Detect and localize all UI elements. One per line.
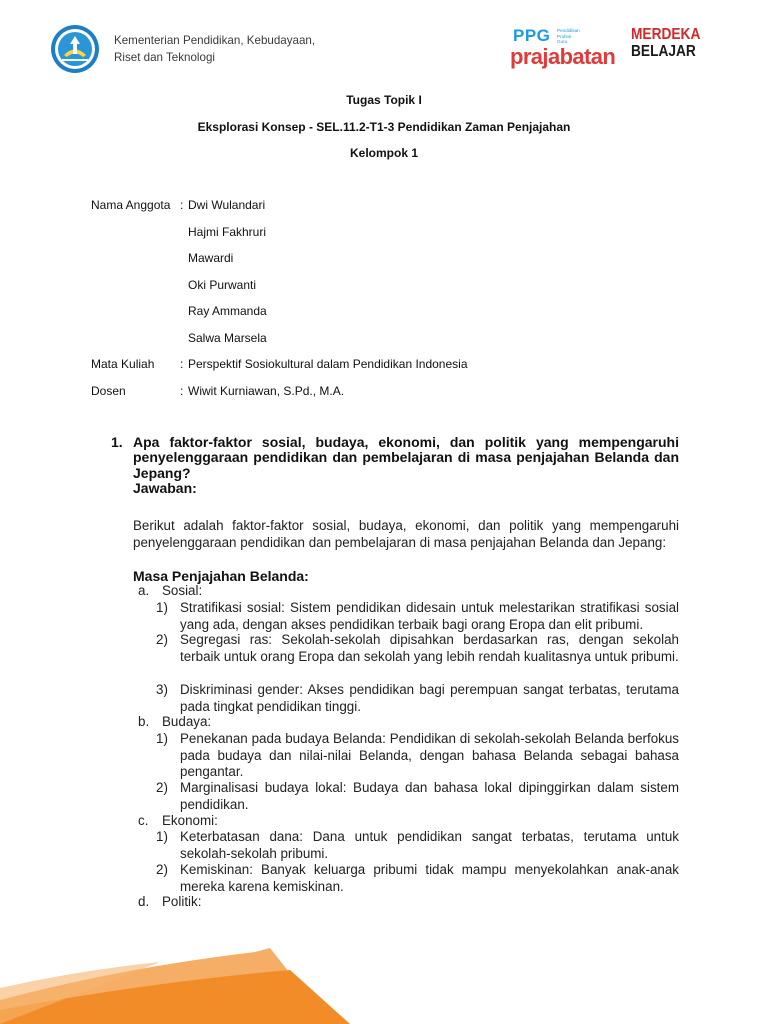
list-item	[138, 714, 679, 731]
member-name: Salwa Marsela	[188, 331, 267, 345]
list-label: Budaya:	[162, 714, 212, 729]
title-line-3: Kelompok 1	[349, 146, 418, 160]
ministry-name	[114, 32, 315, 66]
list-marker: 2)	[156, 632, 168, 647]
ppg-subtitle-3: Guru	[557, 39, 568, 45]
ministry-line-1: Kementerian Pendidikan, Kebudayaan,	[114, 34, 316, 47]
answer-label: Jawaban:	[133, 479, 197, 496]
belajar-word: BELAJAR	[631, 43, 696, 60]
list-marker: 1)	[156, 600, 168, 615]
ppg-subtitle	[557, 28, 580, 45]
list-item	[138, 894, 679, 911]
course-label: Mata Kuliah	[91, 357, 155, 371]
list-marker: b.	[138, 714, 150, 729]
list-marker: 2)	[156, 862, 168, 877]
merdeka-belajar-logo	[631, 26, 701, 66]
list-marker: d.	[138, 894, 150, 909]
list-text: Segregasi ras: Sekolah-sekolah dipisahkan berdasarkan ras, dengan sekolah terbaik untuk orang Eropa dan sekolah yang lebih rendah kualitasnya untuk pribumi.	[180, 632, 679, 664]
list-item	[156, 862, 679, 895]
section-title: Masa Penjajahan Belanda:	[133, 568, 309, 584]
list-marker: 1)	[156, 731, 168, 746]
list-marker: 2)	[156, 780, 168, 795]
tut-wuri-handayani-logo	[50, 24, 100, 74]
merdeka-word: MERDEKA	[631, 26, 701, 43]
list-item	[156, 829, 679, 862]
lecturer-label: Dosen	[91, 384, 126, 398]
members-label: Nama Anggota	[91, 198, 171, 212]
question-text: Apa faktor-faktor sosial, budaya, ekonomi, dan politik yang mempengaruhi penyelenggaraan pendidikan dan pembelajaran di masa penjajahan Belanda dan Jepang?	[133, 434, 679, 481]
list-marker: 3)	[156, 682, 168, 697]
lecturer-value: Wiwit Kurniawan, S.Pd., M.A.	[188, 384, 345, 398]
course-separator: :	[180, 357, 184, 371]
list-text: Kemiskinan: Banyak keluarga pribumi tidak mampu menyekolahkan anak-anak mereka karena kemiskinan.	[180, 862, 679, 894]
list-marker: a.	[138, 583, 150, 598]
list-label: Politik:	[162, 894, 202, 909]
title-line-1: Tugas Topik I	[346, 93, 422, 107]
list-marker: 1)	[156, 829, 168, 844]
lecturer-separator: :	[180, 384, 184, 398]
list-label: Sosial:	[162, 583, 203, 598]
ppg-prajabatan-logo	[510, 26, 622, 74]
prajabatan-word: prajabatan	[510, 44, 616, 69]
list-text: Marginalisasi budaya lokal: Budaya dan bahasa lokal dipinggirkan dalam sistem pendidikan.	[180, 780, 679, 812]
list-text: Diskriminasi gender: Akses pendidikan bagi perempuan sangat terbatas, terutama pada tingkat pendidikan tinggi.	[180, 682, 679, 714]
list-text: Stratifikasi sosial: Sistem pendidikan didesain untuk melestarikan stratifikasi sosial yang ada, dengan akses pendidikan terbaik bagi orang Eropa dan elit pribumi.	[180, 600, 679, 632]
member-name: Ray Ammanda	[188, 304, 267, 318]
ministry-line-2: Riset dan Teknologi	[114, 51, 215, 64]
list-text: Penekanan pada budaya Belanda: Pendidikan di sekolah-sekolah Belanda berfokus pada budaya dan nilai-nilai Belanda, dengan bahasa Belanda sebagai bahasa pengantar.	[180, 731, 679, 780]
course-value: Perspektif Sosiokultural dalam Pendidikan Indonesia	[188, 357, 468, 371]
list-item	[156, 731, 679, 781]
list-marker: c.	[138, 813, 149, 828]
ppg-subtitle-1: Pendidikan	[557, 28, 580, 33]
answer-intro: Berikut adalah faktor-faktor sosial, budaya, ekonomi, dan politik yang mempengaruhi penyelenggaraan pendidikan dan pembelajaran di masa penjajahan Belanda dan Jepang:	[133, 518, 679, 550]
members-separator: :	[180, 198, 184, 212]
list-item	[156, 682, 679, 715]
ppg-subtitle-2: Profesi	[557, 33, 572, 39]
ppg-word: PPG	[513, 26, 551, 45]
footer-decoration	[0, 948, 768, 1024]
list-item	[156, 632, 679, 665]
list-label: Ekonomi:	[162, 813, 218, 828]
title-line-2: Eksplorasi Konsep - SEL.11.2-T1-3 Pendidikan Zaman Penjajahan	[197, 120, 571, 134]
question-1	[111, 435, 679, 496]
list-item	[156, 600, 679, 633]
question-number: 1.	[111, 434, 123, 450]
list-text: Keterbatasan dana: Dana untuk pendidikan sangat terbatas, terutama untuk sekolah-sekolah pribumi.	[180, 829, 679, 861]
list-item	[156, 780, 679, 813]
list-item	[138, 583, 679, 600]
list-item	[138, 813, 679, 830]
member-name: Hajmi Fakhruri	[188, 225, 267, 239]
member-name: Dwi Wulandari	[188, 198, 266, 212]
member-name: Mawardi	[188, 251, 234, 265]
member-name: Oki Purwanti	[188, 278, 257, 292]
document-header	[0, 0, 768, 80]
